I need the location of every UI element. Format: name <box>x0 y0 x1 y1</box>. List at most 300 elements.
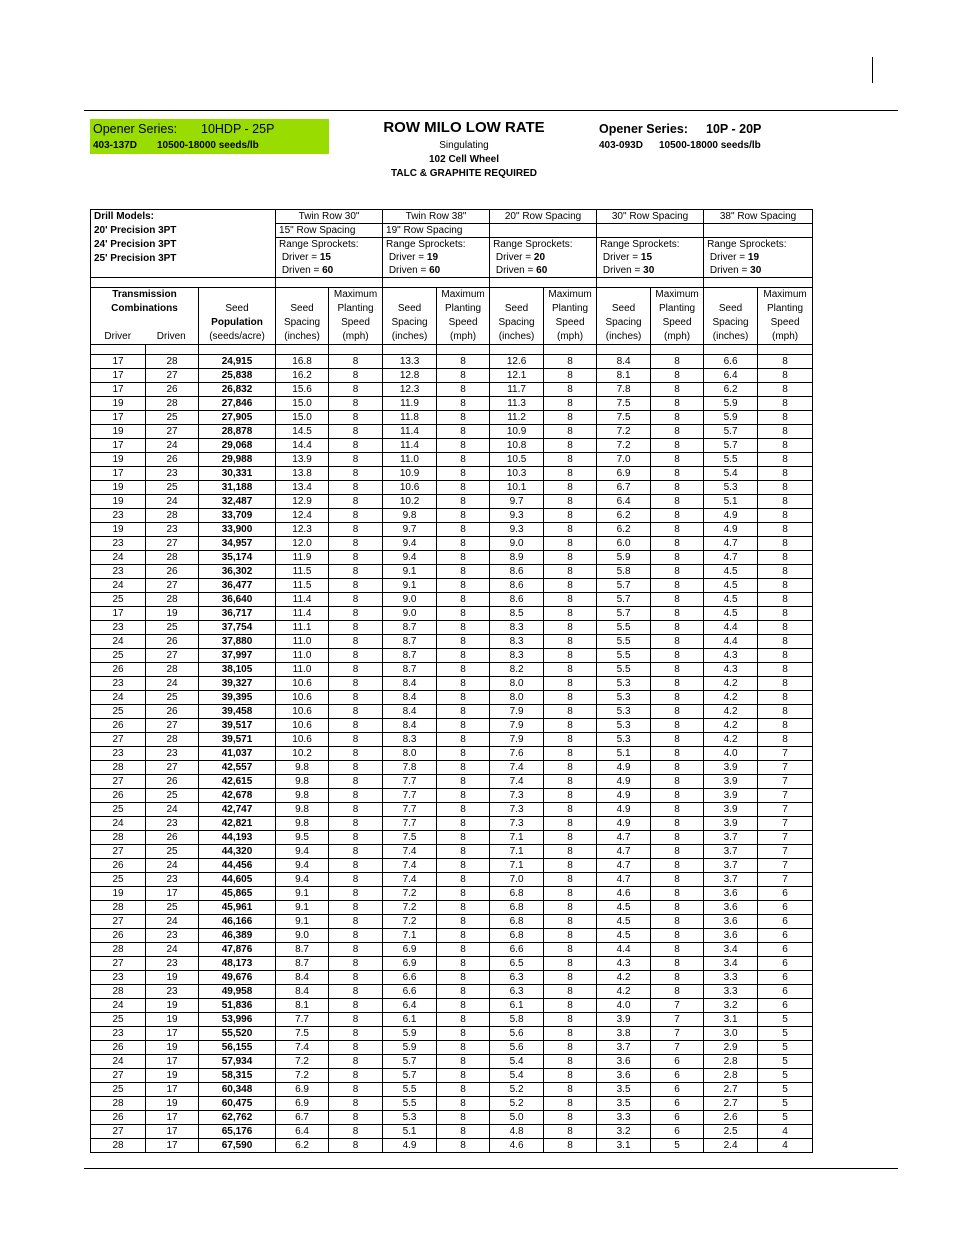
table-row <box>91 957 813 971</box>
speed-cell: 8 <box>544 1013 597 1027</box>
spacer-cell <box>704 345 758 355</box>
speed-cell: 8 <box>544 495 597 509</box>
spacing-cell: 11.0 <box>276 635 329 649</box>
speed-cell: 6 <box>758 943 813 957</box>
driver-cell: 26 <box>91 1111 146 1125</box>
table-row <box>91 453 813 467</box>
speed-cell: 8 <box>437 985 490 999</box>
speed-cell: 8 <box>329 369 383 383</box>
spacing-cell: 16.8 <box>276 355 329 369</box>
spacing-cell: 3.2 <box>597 1125 651 1139</box>
speed-cell: 7 <box>758 859 813 873</box>
driver-sprocket-value: 20 <box>533 252 546 263</box>
speed-header-line: Speed <box>555 317 585 328</box>
population-header <box>199 288 276 345</box>
driven-cell: 26 <box>146 383 199 397</box>
speed-cell: 8 <box>437 467 490 481</box>
speed-cell: 8 <box>329 481 383 495</box>
population-cell: 62,762 <box>199 1111 276 1125</box>
spacing-header-line: Seed <box>397 303 422 314</box>
speed-cell: 8 <box>437 439 490 453</box>
population-cell: 28,878 <box>199 425 276 439</box>
spacer-cell <box>490 345 544 355</box>
drill-model: 20' Precision 3PT <box>94 225 177 236</box>
spacing-cell: 4.7 <box>597 859 651 873</box>
driven-cell: 24 <box>146 677 199 691</box>
spacing-cell: 5.0 <box>490 1111 544 1125</box>
driver-cell: 27 <box>91 957 146 971</box>
table-row <box>91 1139 813 1153</box>
speed-cell: 8 <box>437 817 490 831</box>
driven-cell: 24 <box>146 915 199 929</box>
drill-models-heading: Drill Models: <box>94 211 155 222</box>
speed-cell: 8 <box>544 439 597 453</box>
speed-cell: 8 <box>437 1097 490 1111</box>
speed-cell: 4 <box>758 1139 813 1153</box>
population-cell: 39,571 <box>199 733 276 747</box>
population-cell: 48,173 <box>199 957 276 971</box>
speed-cell: 8 <box>651 467 704 481</box>
speed-cell: 6 <box>651 1083 704 1097</box>
population-cell: 35,174 <box>199 551 276 565</box>
spacing-cell: 4.2 <box>704 733 758 747</box>
spacing-cell: 6.7 <box>276 1111 329 1125</box>
driven-cell: 28 <box>146 593 199 607</box>
speed-cell: 8 <box>544 1083 597 1097</box>
page-marker-bar <box>872 57 873 83</box>
spacing-cell: 10.6 <box>276 705 329 719</box>
spacing-cell: 7.3 <box>490 803 544 817</box>
spacing-cell: 8.4 <box>276 985 329 999</box>
spacing-cell: 4.7 <box>704 537 758 551</box>
speed-cell: 8 <box>329 593 383 607</box>
speed-cell: 8 <box>758 593 813 607</box>
population-cell: 41,037 <box>199 747 276 761</box>
spacing-cell: 9.1 <box>276 901 329 915</box>
speed-cell: 8 <box>758 509 813 523</box>
driver-cell: 27 <box>91 1125 146 1139</box>
table-row <box>91 943 813 957</box>
spacing-cell: 3.9 <box>704 775 758 789</box>
spacing-cell: 5.1 <box>704 495 758 509</box>
population-cell: 44,456 <box>199 859 276 873</box>
spacing-cell: 11.1 <box>276 621 329 635</box>
driven-cell: 17 <box>146 1125 199 1139</box>
table-row <box>91 705 813 719</box>
spacing-cell: 12.9 <box>276 495 329 509</box>
spacing-cell: 5.5 <box>383 1097 437 1111</box>
driver-sprocket <box>490 251 597 264</box>
spacing-cell: 5.5 <box>597 635 651 649</box>
speed-cell: 8 <box>329 1097 383 1111</box>
speed-cell: 8 <box>758 649 813 663</box>
table-row <box>91 649 813 663</box>
speed-cell: 8 <box>437 649 490 663</box>
spacing-cell: 8.4 <box>597 355 651 369</box>
speed-header-line: Planting <box>658 303 696 314</box>
driven-sprocket-label: Driven = <box>281 265 323 276</box>
speed-cell: 8 <box>651 453 704 467</box>
spacing-cell: 11.4 <box>276 593 329 607</box>
table-row <box>91 1041 813 1055</box>
speed-cell: 8 <box>437 887 490 901</box>
max-speed-header <box>758 288 813 345</box>
speed-cell: 8 <box>329 957 383 971</box>
driver-sprocket-label: Driver = <box>602 252 641 263</box>
table-row <box>91 523 813 537</box>
population-cell: 39,395 <box>199 691 276 705</box>
spacing-cell: 9.7 <box>490 495 544 509</box>
speed-cell: 8 <box>544 803 597 817</box>
spacing-cell: 4.3 <box>597 957 651 971</box>
speed-cell: 6 <box>651 1069 704 1083</box>
spacing-cell: 3.6 <box>597 1055 651 1069</box>
speed-cell: 8 <box>437 453 490 467</box>
spacing-cell: 8.3 <box>383 733 437 747</box>
spacing-cell: 4.4 <box>704 621 758 635</box>
spacing-cell: 8.7 <box>383 621 437 635</box>
spacing-cell: 4.8 <box>490 1125 544 1139</box>
speed-cell: 5 <box>758 1097 813 1111</box>
driver-cell: 19 <box>91 453 146 467</box>
table-row <box>91 355 813 369</box>
population-cell: 44,605 <box>199 873 276 887</box>
spacing-cell: 7.2 <box>276 1055 329 1069</box>
spacing-cell: 5.3 <box>383 1111 437 1125</box>
spacing-cell: 10.5 <box>490 453 544 467</box>
spacing-cell: 6.6 <box>704 355 758 369</box>
speed-cell: 8 <box>544 579 597 593</box>
spacing-cell: 10.2 <box>383 495 437 509</box>
table-row <box>91 593 813 607</box>
speed-cell: 8 <box>437 593 490 607</box>
speed-cell: 8 <box>544 985 597 999</box>
table-row <box>91 691 813 705</box>
driver-cell: 24 <box>91 579 146 593</box>
driver-cell: 24 <box>91 551 146 565</box>
population-cell: 34,957 <box>199 537 276 551</box>
driven-sprocket <box>383 264 490 278</box>
driven-cell: 27 <box>146 579 199 593</box>
spacing-cell: 3.7 <box>704 859 758 873</box>
spacing-cell: 8.4 <box>383 691 437 705</box>
driver-sprocket <box>597 251 704 264</box>
spacing-cell: 11.4 <box>276 607 329 621</box>
spacing-cell: 2.9 <box>704 1041 758 1055</box>
speed-cell: 8 <box>651 719 704 733</box>
speed-cell: 8 <box>651 957 704 971</box>
spacing-cell: 7.2 <box>383 901 437 915</box>
spacing-cell: 5.3 <box>597 733 651 747</box>
population-cell: 31,188 <box>199 481 276 495</box>
speed-cell: 8 <box>651 635 704 649</box>
table-row <box>91 915 813 929</box>
speed-header-line: Maximum <box>333 289 378 300</box>
spacing-cell: 9.0 <box>276 929 329 943</box>
spacing-cell: 4.9 <box>704 523 758 537</box>
spacing-cell: 4.7 <box>597 831 651 845</box>
row-spacing: 19" Row Spacing <box>383 224 490 238</box>
speed-header-line: (mph) <box>664 331 691 342</box>
spacing-cell: 4.2 <box>704 719 758 733</box>
speed-cell: 8 <box>544 705 597 719</box>
spacing-header-line: Seed <box>504 303 529 314</box>
speed-cell: 8 <box>651 663 704 677</box>
speed-cell: 8 <box>329 453 383 467</box>
driver-sprocket-label: Driver = <box>388 252 427 263</box>
spacing-cell: 6.4 <box>383 999 437 1013</box>
driven-cell: 24 <box>146 803 199 817</box>
speed-cell: 8 <box>544 607 597 621</box>
driver-cell: 28 <box>91 1139 146 1153</box>
speed-cell: 8 <box>329 495 383 509</box>
max-speed-header <box>329 288 383 345</box>
driver-cell: 23 <box>91 621 146 635</box>
speed-cell: 8 <box>544 775 597 789</box>
table-row <box>91 817 813 831</box>
population-cell: 42,747 <box>199 803 276 817</box>
speed-cell: 6 <box>758 887 813 901</box>
spacing-cell: 4.3 <box>704 649 758 663</box>
spacing-cell: 3.7 <box>704 845 758 859</box>
driver-cell: 19 <box>91 495 146 509</box>
spacer-cell <box>199 345 276 355</box>
spacing-header-line: Spacing <box>391 317 428 328</box>
speed-cell: 8 <box>329 747 383 761</box>
driven-sprocket-label: Driven = <box>388 265 430 276</box>
driver-cell: 26 <box>91 663 146 677</box>
population-cell: 46,389 <box>199 929 276 943</box>
spacing-cell: 3.9 <box>597 1013 651 1027</box>
speed-cell: 8 <box>544 719 597 733</box>
spacing-cell: 4.4 <box>704 635 758 649</box>
speed-cell: 8 <box>437 1013 490 1027</box>
driven-sprocket <box>276 264 383 278</box>
speed-cell: 8 <box>544 411 597 425</box>
spacing-cell: 7.7 <box>383 775 437 789</box>
speed-cell: 8 <box>437 509 490 523</box>
spacing-cell: 5.5 <box>704 453 758 467</box>
speed-cell: 6 <box>758 999 813 1013</box>
spacing-cell: 3.7 <box>704 873 758 887</box>
range-sprockets-label: Range Sprockets: <box>490 238 597 252</box>
spacing-name: 38" Row Spacing <box>704 210 813 224</box>
drill-model: 24' Precision 3PT <box>94 239 177 250</box>
speed-cell: 8 <box>437 481 490 495</box>
driven-cell: 26 <box>146 635 199 649</box>
spacing-cell: 8.6 <box>490 565 544 579</box>
population-cell: 37,754 <box>199 621 276 635</box>
speed-cell: 8 <box>437 845 490 859</box>
speed-cell: 8 <box>437 663 490 677</box>
driven-cell: 26 <box>146 775 199 789</box>
spacing-cell: 9.4 <box>383 537 437 551</box>
speed-cell: 8 <box>329 523 383 537</box>
spacing-cell: 4.5 <box>704 593 758 607</box>
speed-header-line: Speed <box>662 317 692 328</box>
spacing-cell: 7.1 <box>490 859 544 873</box>
speed-cell: 8 <box>544 1139 597 1153</box>
speed-cell: 8 <box>437 537 490 551</box>
speed-cell: 8 <box>329 999 383 1013</box>
speed-cell: 8 <box>329 971 383 985</box>
seed-spacing-header <box>490 288 544 345</box>
speed-cell: 8 <box>544 523 597 537</box>
spacing-cell: 13.3 <box>383 355 437 369</box>
spacing-cell: 9.3 <box>490 509 544 523</box>
table-row <box>91 397 813 411</box>
spacing-cell: 6.8 <box>490 901 544 915</box>
speed-cell: 8 <box>651 369 704 383</box>
spacing-cell: 4.9 <box>597 761 651 775</box>
population-cell: 42,615 <box>199 775 276 789</box>
driven-cell: 23 <box>146 929 199 943</box>
speed-cell: 5 <box>758 1027 813 1041</box>
speed-cell: 8 <box>329 1013 383 1027</box>
speed-cell: 8 <box>758 663 813 677</box>
left-opener-value: 10HDP - 25P <box>201 122 275 136</box>
speed-cell: 8 <box>437 719 490 733</box>
spacing-cell: 9.4 <box>276 859 329 873</box>
spacing-cell: 4.5 <box>704 607 758 621</box>
spacer-cell <box>437 345 490 355</box>
spacing-cell: 3.1 <box>597 1139 651 1153</box>
speed-cell: 8 <box>329 621 383 635</box>
spacing-cell: 10.6 <box>276 677 329 691</box>
spacing-cell: 10.9 <box>490 425 544 439</box>
spacing-cell: 6.3 <box>490 985 544 999</box>
spacing-cell: 13.8 <box>276 467 329 481</box>
driver-sprocket <box>276 251 383 264</box>
speed-cell: 8 <box>758 425 813 439</box>
spacing-cell: 11.0 <box>383 453 437 467</box>
speed-cell: 8 <box>544 453 597 467</box>
population-cell: 47,876 <box>199 943 276 957</box>
speed-cell: 7 <box>758 775 813 789</box>
spacing-cell: 7.4 <box>383 859 437 873</box>
speed-cell: 6 <box>758 957 813 971</box>
speed-cell: 8 <box>651 593 704 607</box>
spacing-cell: 2.7 <box>704 1083 758 1097</box>
spacing-cell: 15.0 <box>276 397 329 411</box>
speed-cell: 8 <box>329 425 383 439</box>
speed-cell: 8 <box>437 761 490 775</box>
population-cell: 44,193 <box>199 831 276 845</box>
driver-cell: 23 <box>91 677 146 691</box>
speed-cell: 8 <box>329 439 383 453</box>
table-row <box>91 579 813 593</box>
driver-cell: 25 <box>91 1013 146 1027</box>
speed-header-line: Planting <box>551 303 589 314</box>
speed-cell: 8 <box>651 621 704 635</box>
driver-cell: 25 <box>91 803 146 817</box>
spacing-cell: 5.5 <box>597 663 651 677</box>
spacing-cell: 9.8 <box>276 803 329 817</box>
table-row <box>91 775 813 789</box>
speed-cell: 8 <box>544 789 597 803</box>
range-sprockets-label: Range Sprockets: <box>383 238 490 252</box>
spacer-cell <box>704 278 813 288</box>
driven-cell: 23 <box>146 817 199 831</box>
speed-cell: 6 <box>651 1111 704 1125</box>
spacing-cell: 5.9 <box>704 411 758 425</box>
driver-cell: 26 <box>91 719 146 733</box>
spacing-cell: 8.1 <box>597 369 651 383</box>
speed-cell: 8 <box>329 635 383 649</box>
spacing-cell: 8.3 <box>490 649 544 663</box>
spacing-cell: 5.7 <box>597 593 651 607</box>
speed-cell: 7 <box>758 747 813 761</box>
spacing-cell: 7.2 <box>597 425 651 439</box>
spacing-cell: 11.8 <box>383 411 437 425</box>
speed-cell: 8 <box>437 859 490 873</box>
speed-cell: 8 <box>651 509 704 523</box>
table-row <box>91 999 813 1013</box>
speed-cell: 8 <box>544 817 597 831</box>
population-cell: 51,836 <box>199 999 276 1013</box>
population-cell: 37,997 <box>199 649 276 663</box>
spacing-cell: 9.1 <box>276 915 329 929</box>
driven-cell: 19 <box>146 971 199 985</box>
driven-sprocket-value: 30 <box>750 265 762 276</box>
speed-cell: 8 <box>329 901 383 915</box>
speed-cell: 8 <box>329 537 383 551</box>
spacing-cell: 6.6 <box>490 943 544 957</box>
speed-header-line: (mph) <box>342 331 369 342</box>
speed-cell: 8 <box>437 1055 490 1069</box>
spacing-cell: 5.3 <box>597 677 651 691</box>
speed-cell: 8 <box>437 999 490 1013</box>
driven-cell: 28 <box>146 355 199 369</box>
speed-cell: 7 <box>758 845 813 859</box>
spacing-header-line: Spacing <box>283 317 321 328</box>
driver-cell: 27 <box>91 915 146 929</box>
population-cell: 39,327 <box>199 677 276 691</box>
spacing-cell: 8.4 <box>383 677 437 691</box>
population-cell: 53,996 <box>199 1013 276 1027</box>
driver-cell: 27 <box>91 733 146 747</box>
speed-header-line: Speed <box>770 317 800 328</box>
driver-cell: 24 <box>91 817 146 831</box>
combinations-label: Combinations <box>111 303 178 314</box>
driver-cell: 17 <box>91 355 146 369</box>
spacing-cell: 7.1 <box>490 845 544 859</box>
driven-cell: 19 <box>146 999 199 1013</box>
speed-cell: 8 <box>437 425 490 439</box>
speed-cell: 8 <box>329 677 383 691</box>
driver-cell: 23 <box>91 971 146 985</box>
speed-cell: 8 <box>758 439 813 453</box>
speed-cell: 8 <box>651 355 704 369</box>
spacing-cell: 7.5 <box>597 411 651 425</box>
spacer-cell <box>490 278 597 288</box>
population-cell: 36,640 <box>199 593 276 607</box>
driver-cell: 23 <box>91 509 146 523</box>
speed-cell: 8 <box>544 635 597 649</box>
speed-cell: 8 <box>544 845 597 859</box>
speed-cell: 7 <box>758 789 813 803</box>
table-row <box>91 1111 813 1125</box>
speed-cell: 8 <box>329 397 383 411</box>
spacing-cell: 9.4 <box>276 845 329 859</box>
speed-cell: 8 <box>758 565 813 579</box>
spacing-cell: 9.4 <box>276 873 329 887</box>
spacing-cell: 4.7 <box>597 845 651 859</box>
table-row <box>91 985 813 999</box>
spacing-cell: 6.3 <box>490 971 544 985</box>
driven-cell: 17 <box>146 1139 199 1153</box>
speed-cell: 8 <box>329 1083 383 1097</box>
